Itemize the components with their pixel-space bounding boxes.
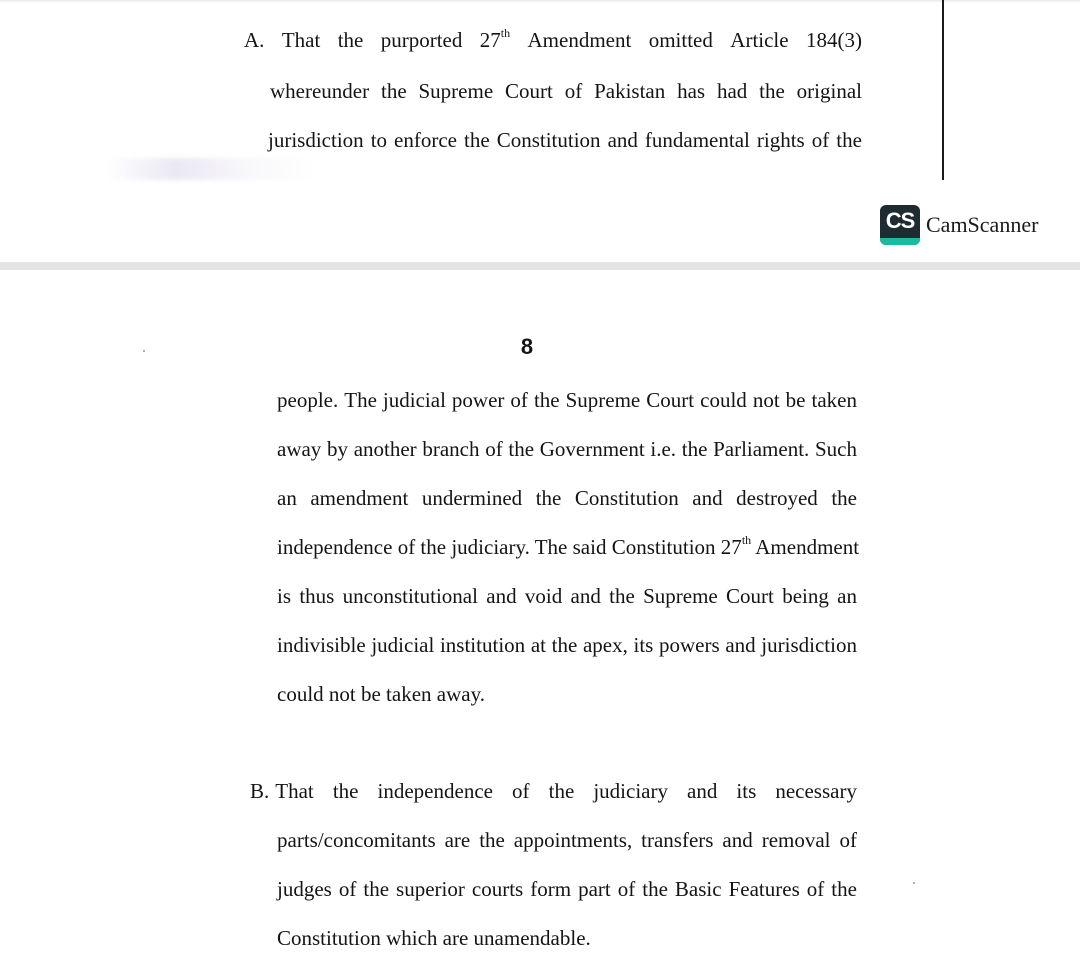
word: apex, xyxy=(582,633,628,657)
word: amendment xyxy=(310,486,409,510)
camscanner-brand: CamScanner xyxy=(926,212,1039,237)
scan-speck xyxy=(143,350,145,352)
word: the xyxy=(831,486,857,510)
para-b-line-4: Constitution which are unamendable. xyxy=(277,926,591,950)
word: an xyxy=(277,486,297,510)
word: branch xyxy=(422,437,480,461)
word: judicial xyxy=(382,388,446,412)
word: powers xyxy=(659,633,720,657)
word: jurisdiction xyxy=(761,633,857,657)
word: judiciary xyxy=(593,779,668,803)
word: to xyxy=(370,128,388,152)
word: Pakistan xyxy=(594,79,666,103)
word: whereunder xyxy=(270,79,370,103)
word: independence xyxy=(377,779,493,803)
word: the xyxy=(533,388,560,412)
word: destroyed xyxy=(736,486,818,510)
word: 184(3) xyxy=(805,28,862,52)
scan-smudge xyxy=(105,158,315,180)
word: the xyxy=(464,128,490,152)
word: rights xyxy=(756,128,805,152)
word: Constitution xyxy=(496,128,601,152)
word: appointments, xyxy=(513,828,633,852)
word: the xyxy=(759,79,785,103)
word: and xyxy=(570,584,601,608)
word: the xyxy=(535,486,562,510)
word: undermined xyxy=(421,486,523,510)
word: the xyxy=(479,828,505,852)
word: by xyxy=(327,437,348,461)
word: the xyxy=(831,877,857,901)
word: original xyxy=(796,79,862,103)
scan-speck xyxy=(913,882,915,884)
word: not xyxy=(752,388,780,412)
word: void xyxy=(524,584,563,608)
word: omitted xyxy=(648,28,713,52)
word: Court xyxy=(505,79,553,103)
para-b-line-3 xyxy=(277,876,857,902)
word: the xyxy=(609,584,635,608)
word: at xyxy=(530,633,546,657)
word: the xyxy=(836,128,862,152)
para-a-cont-line-5 xyxy=(277,583,857,609)
logo-text: CS xyxy=(885,208,915,233)
word: Government xyxy=(539,437,645,461)
word: Amendment xyxy=(527,28,632,52)
margin-line xyxy=(942,0,944,180)
word: taken xyxy=(811,388,857,412)
para-a-cont-line-4 xyxy=(277,533,860,560)
word: Supreme xyxy=(418,79,494,103)
word: jurisdiction xyxy=(268,128,364,152)
word: had xyxy=(716,79,748,103)
word: and xyxy=(722,828,753,852)
word: could xyxy=(700,388,747,412)
word: of xyxy=(617,877,636,901)
word: purported xyxy=(380,28,463,52)
word: another xyxy=(353,437,417,461)
word: The xyxy=(344,388,377,412)
word: is xyxy=(277,584,292,608)
para-b-line-1-text xyxy=(275,778,857,804)
word: of xyxy=(512,779,530,803)
word: That xyxy=(281,28,321,52)
para-b-line-2 xyxy=(277,827,857,853)
word: has xyxy=(677,79,706,103)
document-page-top xyxy=(0,0,1080,262)
word: transfers xyxy=(641,828,714,852)
para-a-cont-line-6 xyxy=(277,632,857,658)
para-a-line-3 xyxy=(268,127,862,153)
word: i.e. xyxy=(650,437,677,461)
word: necessary xyxy=(775,779,857,803)
word: Court xyxy=(726,584,774,608)
word: the xyxy=(551,633,578,657)
word: institution xyxy=(439,633,526,657)
line-4-text: independence of the judiciary. The said Constitution 27th Amendment xyxy=(277,533,860,559)
word: an xyxy=(837,584,857,608)
word: its xyxy=(633,633,654,657)
word: power xyxy=(451,388,505,412)
word: parts/concomitants xyxy=(277,828,436,852)
word: Features xyxy=(728,877,800,901)
word: the xyxy=(548,779,575,803)
word: of xyxy=(338,877,357,901)
word: people. xyxy=(277,388,339,412)
logo-accent-bar xyxy=(880,238,920,245)
word: the xyxy=(337,28,364,52)
word: and xyxy=(725,633,756,657)
word: Article xyxy=(730,28,789,52)
word: indivisible xyxy=(277,633,366,657)
word: of xyxy=(806,877,825,901)
word: judges xyxy=(277,877,332,901)
para-b-line-1 xyxy=(250,778,857,804)
word: the xyxy=(380,79,407,103)
word: Supreme xyxy=(565,388,641,412)
word: part xyxy=(578,877,611,901)
word: unconstitutional xyxy=(342,584,478,608)
word: its xyxy=(736,779,757,803)
word: fundamental xyxy=(644,128,750,152)
word: judicial xyxy=(371,633,435,657)
word: Court xyxy=(646,388,695,412)
para-a-line-2 xyxy=(270,78,862,104)
word: be xyxy=(785,388,806,412)
page-edge xyxy=(0,0,1080,3)
word: Parliament. xyxy=(713,437,810,461)
superscript: th xyxy=(500,26,511,40)
word: away xyxy=(277,437,322,461)
word: and xyxy=(687,779,718,803)
word-with-superscript: 27th xyxy=(479,26,511,52)
word: enforce xyxy=(394,128,457,152)
document-page-bottom xyxy=(0,270,1080,970)
word: form xyxy=(530,877,572,901)
word: Supreme xyxy=(643,584,718,608)
word: superior xyxy=(396,877,465,901)
para-a-label: A. xyxy=(244,28,265,52)
word: of xyxy=(510,388,528,412)
word: and xyxy=(486,584,517,608)
word: and xyxy=(607,128,638,152)
word: of xyxy=(839,828,857,852)
word: Such xyxy=(815,437,857,461)
word: the xyxy=(642,877,668,901)
word: the xyxy=(508,437,535,461)
word: of xyxy=(564,79,583,103)
superscript: th xyxy=(741,533,752,547)
para-b-label: B. xyxy=(250,779,270,803)
para-a-cont-line-2 xyxy=(277,436,857,462)
word: courts xyxy=(471,877,524,901)
para-a-cont-line-3 xyxy=(277,485,857,511)
para-a-cont-line-7: could not be taken away. xyxy=(277,682,485,706)
page-number: 8 xyxy=(520,334,534,359)
word: are xyxy=(444,828,471,852)
word: being xyxy=(782,584,829,608)
word: Basic xyxy=(674,877,722,901)
page-separator xyxy=(0,262,1080,270)
word: That xyxy=(275,779,314,803)
word: the xyxy=(363,877,390,901)
word: Constitution xyxy=(574,486,679,510)
word: of xyxy=(485,437,503,461)
para-a-cont-line-1 xyxy=(277,387,857,413)
word: and xyxy=(692,486,723,510)
word: the xyxy=(332,779,359,803)
para-a-line-1 xyxy=(244,27,862,53)
word: of xyxy=(811,128,830,152)
word: removal xyxy=(761,828,831,852)
word: the xyxy=(681,437,708,461)
camscanner-logo-icon xyxy=(880,205,920,245)
word: thus xyxy=(299,584,335,608)
